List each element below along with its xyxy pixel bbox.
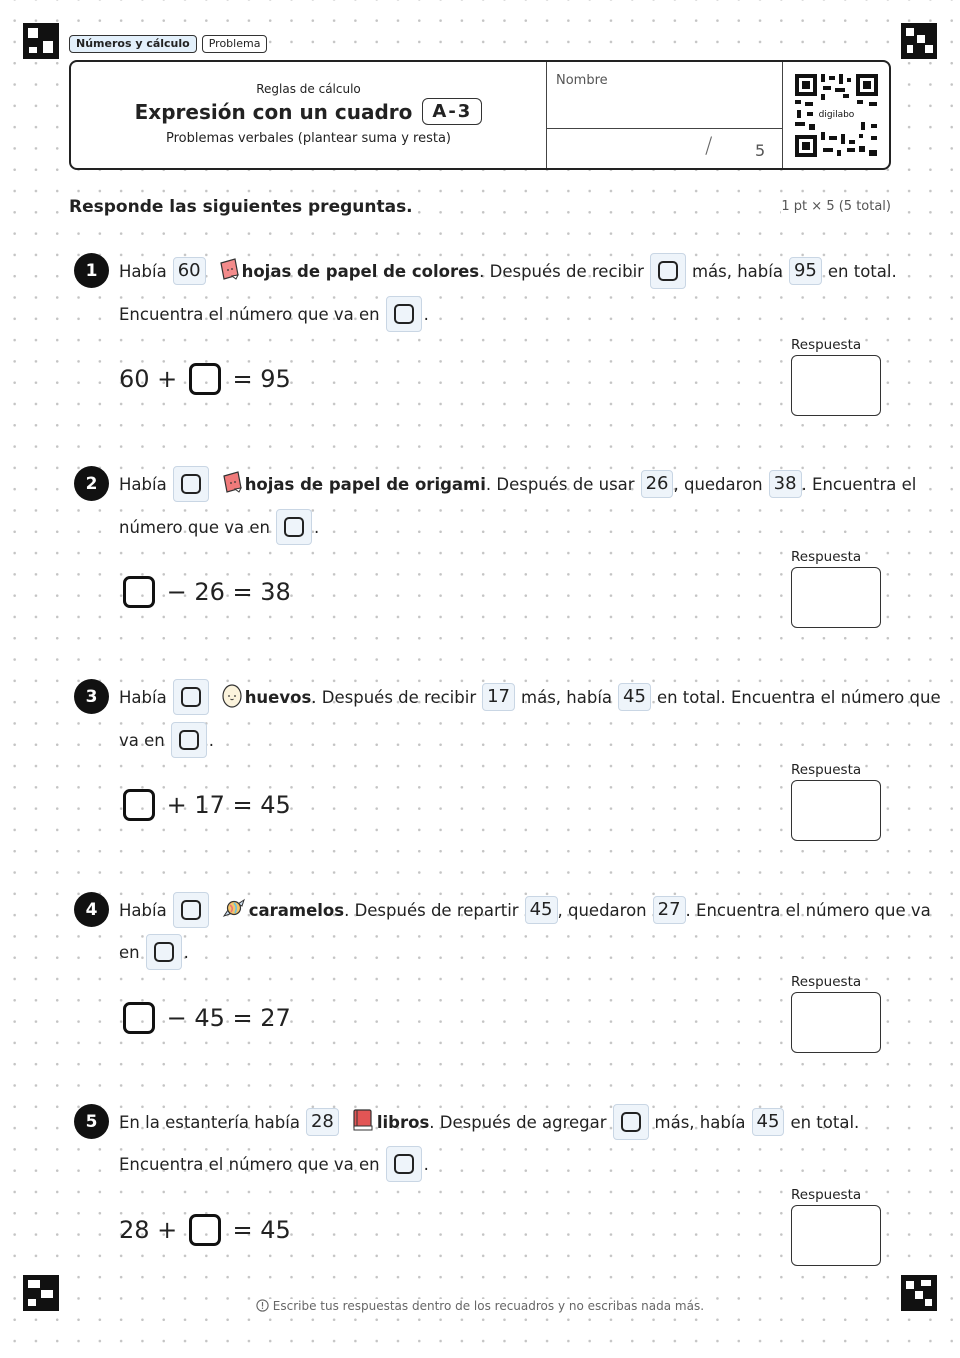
question-text-line2: Encuentra el número que va en . [119, 1146, 429, 1182]
name-field[interactable] [547, 62, 782, 129]
number-box: 38 [769, 470, 802, 498]
book-icon [351, 1108, 375, 1136]
blank-box [613, 1104, 649, 1140]
points-note: 1 pt × 5 (5 total) [781, 199, 891, 214]
object-name: libros [376, 1112, 430, 1132]
question-text-line2: número que va en . [119, 509, 319, 545]
question-number: 5 [74, 1104, 109, 1139]
number-box: 45 [752, 1108, 785, 1136]
question-number: 3 [74, 679, 109, 714]
answer-box[interactable] [791, 1205, 881, 1266]
equation-blank-box [123, 1002, 155, 1034]
question-text-line2: en . [119, 934, 189, 970]
header-description: Problemas verbales (plantear suma y resta) [165, 131, 452, 146]
number-box: 27 [653, 896, 686, 924]
question-text-line2: Encuentra el número que va en . [119, 296, 429, 332]
name-label: Nombre [556, 73, 608, 88]
answer-label: Respuesta [791, 974, 862, 990]
blank-box [650, 253, 686, 289]
score-total: 5 [755, 141, 766, 160]
blank-box [171, 722, 207, 758]
answer-label: Respuesta [791, 337, 862, 353]
blank-box [146, 934, 182, 970]
answer-box[interactable] [791, 780, 881, 841]
number-box: 28 [306, 1108, 339, 1136]
tag-numbers: Números y cálculo [69, 35, 197, 53]
equation: − 26 = 38 [119, 575, 291, 609]
equation-blank-box [189, 1214, 221, 1246]
equation: + 17 = 45 [119, 788, 291, 822]
blank-box [276, 509, 312, 545]
number-box: 26 [641, 470, 674, 498]
instructions: Responde las siguientes preguntas. [69, 197, 413, 217]
answer-box[interactable] [791, 567, 881, 628]
equation-blank-box [189, 363, 221, 395]
question-number: 4 [74, 892, 109, 927]
equation: 60 + = 95 [119, 365, 291, 393]
info-icon [256, 1299, 269, 1312]
answer-label: Respuesta [791, 1187, 862, 1203]
question-text-line1: En la estantería había 28 libros . Después de agregar más, había 45 en total. [119, 1104, 859, 1140]
question-text-line1: Había hojas de papel de origami . Después de usar 26 , quedaron 38 . Encuentra el [119, 466, 916, 502]
qr-code [782, 62, 890, 168]
object-name: hojas de papel de origami [244, 474, 486, 494]
answer-box[interactable] [791, 992, 881, 1053]
svg-text:digilabo: digilabo [818, 110, 855, 120]
number-box: 45 [618, 683, 651, 711]
qr-code-icon [783, 62, 890, 168]
blank-box [173, 679, 209, 715]
question-text-line1: Había 60 hojas de papel de colores . Después de recibir más, había 95 en total. [119, 253, 897, 289]
worksheet-header [69, 60, 891, 170]
number-box: 60 [173, 257, 206, 285]
blank-box [386, 1146, 422, 1182]
tag-problem: Problema [202, 35, 268, 53]
equation: − 45 = 27 [119, 1001, 291, 1035]
header-subtitle: Reglas de cálculo [256, 82, 361, 96]
candy-icon [221, 896, 247, 924]
equation-blank-box [123, 576, 155, 608]
equation: 28 + = 45 [119, 1216, 291, 1244]
number-box: 95 [789, 257, 822, 285]
object-name: hojas de papel de colores [241, 261, 480, 281]
blank-box [386, 296, 422, 332]
answer-label: Respuesta [791, 549, 862, 565]
paper-icon [218, 257, 240, 285]
header-title-block [71, 62, 547, 168]
footer-note [0, 1299, 960, 1313]
page-title: Expresión con un cuadro [134, 99, 413, 124]
category-tags [69, 35, 267, 53]
number-box: 17 [482, 683, 515, 711]
question-number: 2 [74, 466, 109, 501]
corner-marker-top-left [23, 23, 59, 59]
question-text-line2: va en . [119, 722, 214, 758]
footer-text: Escribe tus respuestas dentro de los recuadros y no escribas nada más. [272, 1299, 705, 1313]
score-field[interactable] [547, 129, 782, 168]
egg-icon [221, 682, 243, 712]
score-slash: / [705, 134, 713, 159]
blank-box [173, 892, 209, 928]
object-name: huevos [244, 687, 312, 707]
question-text-line1: Había caramelos . Después de repartir 45 , quedaron 27 . Encuentra el número que va [119, 892, 931, 928]
answer-box[interactable] [791, 355, 881, 416]
question-number: 1 [74, 253, 109, 288]
corner-marker-top-right [901, 23, 937, 59]
origami-icon [221, 470, 243, 498]
equation-blank-box [123, 789, 155, 821]
blank-box [173, 466, 209, 502]
number-box: 45 [525, 896, 558, 924]
answer-label: Respuesta [791, 762, 862, 778]
object-name: caramelos [248, 900, 345, 920]
question-text-line1: Había huevos . Después de recibir 17 más, había 45 en total. Encuentra el número que [119, 679, 941, 715]
worksheet-code: A-3 [422, 98, 482, 125]
